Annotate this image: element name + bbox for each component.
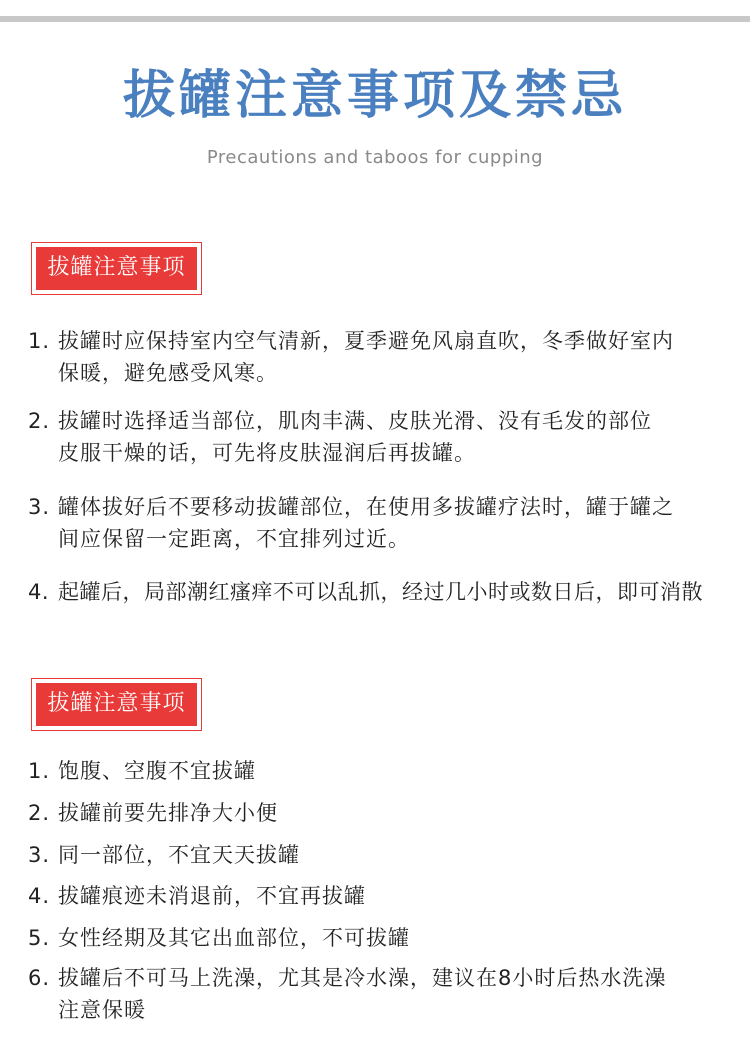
section-1-label: 拔罐注意事项 [36,247,197,290]
section-2-item-1 [28,755,743,787]
item-text: 起罐后，局部潮红瘙痒不可以乱抓，经过几小时或数日后，即可消散 [58,580,703,604]
section-1-item-2 [28,405,743,469]
item-text: 拔罐痕迹未消退前，不宜再拔罐 [58,884,366,908]
item-text: 饱腹、空腹不宜拔罐 [58,759,256,783]
item-text: 拔罐时选择适当部位，肌肉丰满、皮肤光滑、没有毛发的部位 [58,409,652,433]
section-2-item-5 [28,922,743,954]
item-number: 1. [28,329,51,353]
item-number: 5. [28,926,51,950]
item-number: 1. [28,759,51,783]
item-text: 罐体拔好后不要移动拔罐部位，在使用多拔罐疗法时，罐于罐之 [58,495,674,519]
item-number: 6. [28,966,51,990]
section-1-item-3 [28,491,743,555]
section-2-label-box [31,678,202,731]
item-number: 2. [28,409,51,433]
item-number: 4. [28,580,50,604]
top-divider [0,16,750,22]
page-subtitle: Precautions and taboos for cupping [206,147,544,168]
section-2-item-4 [28,880,743,912]
section-1-item-4 [28,576,743,608]
item-number: 2. [28,801,51,825]
item-text-continued: 间应保留一定距离，不宜排列过近。 [58,527,410,551]
item-number: 4. [28,884,51,908]
section-1-item-1 [28,325,743,389]
item-text: 拔罐后不可马上洗澡，尤其是冷水澡，建议在8小时后热水洗澡 [58,966,667,990]
item-number: 3. [28,495,51,519]
section-2-label: 拔罐注意事项 [36,683,197,726]
item-text-continued: 保暖，避免感受风寒。 [58,361,278,385]
item-text: 同一部位，不宜天天拔罐 [58,843,300,867]
item-text-continued: 注意保暖 [58,998,146,1022]
item-number: 3. [28,843,51,867]
page-title: 拔罐注意事项及禁忌 [122,66,627,126]
item-text: 拔罐前要先排净大小便 [58,801,278,825]
section-2-item-6 [28,962,743,1026]
section-1-label-box [31,242,202,295]
item-text: 女性经期及其它出血部位，不可拔罐 [58,926,410,950]
item-text: 拔罐时应保持室内空气清新，夏季避免风扇直吹，冬季做好室内 [58,329,674,353]
item-text-continued: 皮服干燥的话，可先将皮肤湿润后再拔罐。 [58,441,476,465]
section-2-item-2 [28,797,743,829]
section-2-item-3 [28,839,743,871]
